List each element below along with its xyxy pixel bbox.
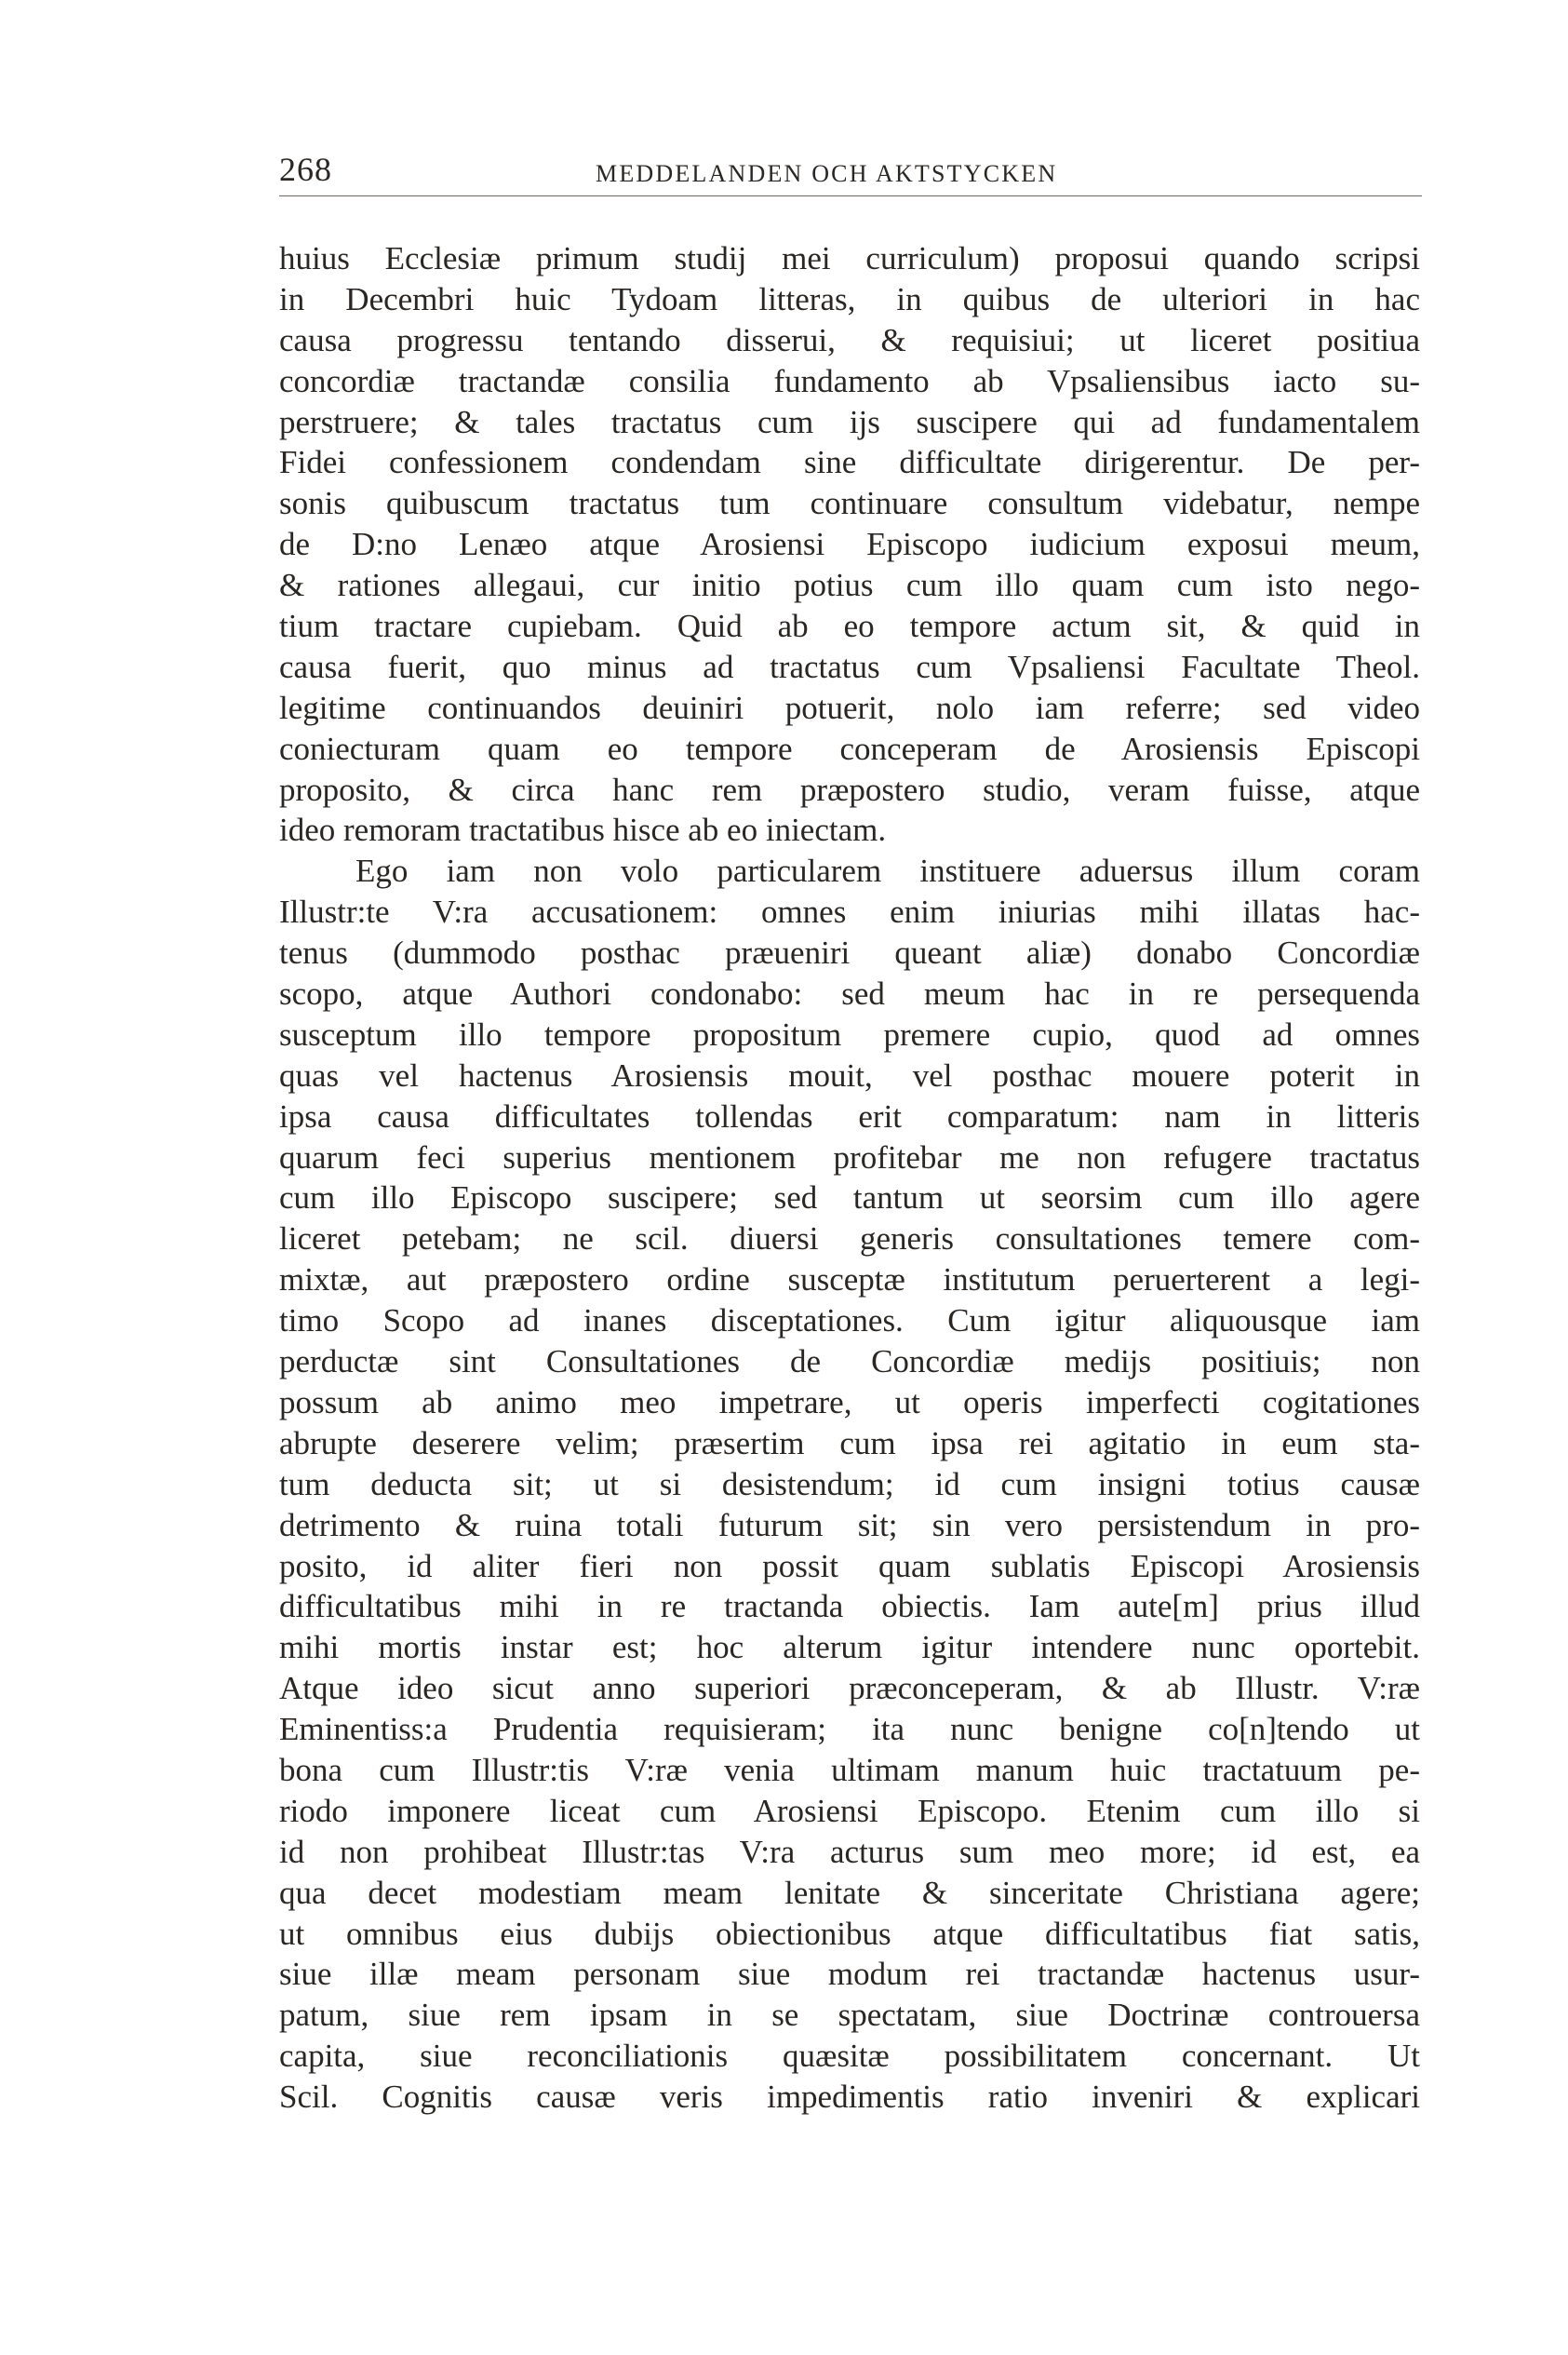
text-line: Illustr:te V:ra accusationem: omnes enim iniurias mihi illatas hac- [279,894,1420,931]
text-line: legitime continuandos deuiniri potuerit, nolo iam referre; sed video [279,689,1420,726]
text-line: ipsa causa difficultates tollendas erit comparatum: nam in litteris [279,1097,1420,1135]
text-line: quarum feci superius mentionem profitebar me non refugere tractatus [279,1138,1420,1176]
text-line: tium tractare cupiebam. Quid ab eo tempore actum sit, & quid in [279,608,1420,645]
text-line: patum, siue rem ipsam in se spectatam, siue Doctrinæ controuersa [279,1997,1420,2034]
paragraph-last-line: ideo remoram tractatibus hisce ab eo iniectam. [279,812,887,849]
text-line: quas vel hactenus Arosiensis mouit, vel posthac mouere poterit in [279,1056,1420,1094]
body-text [279,238,1420,2118]
text-line: capita, siue reconciliationis quæsitæ possibilitatem concernant. Ut [279,2038,1420,2075]
text-line: huius Ecclesiæ primum studij mei curriculum) proposui quando scripsi [279,240,1420,276]
text-line: liceret petebam; ne scil. diuersi generis consultationes temere com- [279,1220,1420,1258]
text-line: proposito, & circa hanc rem præpostero studio, veram fuisse, atque [279,771,1420,808]
text-line: & rationes allegaui, cur initio potius cum illo quam cum isto nego- [279,567,1420,604]
text-line: scopo, atque Authori condonabo: sed meum hac in re persequenda [279,976,1420,1013]
text-line: riodo imponere liceat cum Arosiensi Episcopo. Etenim cum illo si [279,1792,1420,1829]
text-line: in Decembri huic Tydoam litteras, in quibus de ulteriori in hac [279,280,1420,317]
text-line: bona cum Illustr:tis V:ræ venia ultimam manum huic tractatuum pe- [279,1751,1420,1788]
text-line: tenus (dummodo posthac præueniri queant aliæ) donabo Concordiæ [279,935,1420,972]
text-line: Fidei confessionem condendam sine difficultate dirigerentur. De per- [279,444,1420,481]
text-line: causa progressu tentando disserui, & requisiui; ut liceret positiua [279,321,1420,358]
paragraph-first-line: Ego iam non volo particularem instituere aduersus illum coram [355,853,1420,890]
text-line: Eminentiss:a Prudentia requisieram; ita nunc benigne co[n]tendo ut [279,1711,1420,1748]
text-line: perductæ sint Consultationes de Concordiæ medijs positiuis; non [279,1343,1420,1380]
text-line: posito, id aliter fieri non possit quam sublatis Episcopi Arosiensis [279,1547,1420,1584]
text-line: possum ab animo meo impetrare, ut operis imperfecti cogitationes [279,1383,1420,1420]
text-line: qua decet modestiam meam lenitate & sinceritate Christiana agere; [279,1874,1420,1911]
text-line: difficultatibus mihi in re tractanda obiectis. Iam aute[m] prius illud [279,1588,1420,1625]
text-line: sonis quibuscum tractatus tum continuare consultum videbatur, nempe [279,485,1420,522]
text-line: Scil. Cognitis causæ veris impedimentis ratio inveniri & explicari [279,2079,1420,2116]
text-line: id non prohibeat Illustr:tas V:ra acturus sum meo more; id est, ea [279,1833,1420,1870]
text-line: Atque ideo sicut anno superiori præconceperam, & ab Illustr. V:ræ [279,1670,1420,1707]
text-line: cum illo Episcopo suscipere; sed tantum ut seorsim cum illo agere [279,1179,1420,1217]
text-line: siue illæ meam personam siue modum rei tractandæ hactenus usur- [279,1956,1420,1993]
text-line: ut omnibus eius dubijs obiectionibus atque difficultatibus fiat satis, [279,1915,1420,1952]
text-line: de D:no Lenæo atque Arosiensi Episcopo iudicium exposui meum, [279,526,1420,563]
page-number: 268 [279,151,332,188]
running-title: MEDDELANDEN OCH AKTSTYCKEN [596,160,1058,187]
text-line: detrimento & ruina totali futurum sit; sin vero persistendum in pro- [279,1506,1420,1543]
text-line: susceptum illo tempore propositum premere cupio, quod ad omnes [279,1016,1420,1053]
text-line: tum deducta sit; ut si desistendum; id cum insigni totius causæ [279,1465,1420,1502]
text-line: timo Scopo ad inanes disceptationes. Cum igitur aliquousque iam [279,1302,1420,1339]
text-line: perstruere; & tales tractatus cum ijs suscipere qui ad fundamentalem [279,403,1420,440]
text-line: coniecturam quam eo tempore conceperam de Arosiensis Episcopi [279,730,1420,767]
text-line: mixtæ, aut præpostero ordine susceptæ institutum peruerterent a legi- [279,1261,1420,1299]
text-line: concordiæ tractandæ consilia fundamento ab Vpsaliensibus iacto su- [279,362,1420,399]
text-line: causa fuerit, quo minus ad tractatus cum Vpsaliensi Facultate Theol. [279,648,1420,685]
running-header [279,151,1422,192]
header-rule [279,195,1422,196]
text-line: mihi mortis instar est; hoc alterum igitur intendere nunc oportebit. [279,1629,1420,1666]
text-line: abrupte deserere velim; præsertim cum ipsa rei agitatio in eum sta- [279,1424,1420,1461]
